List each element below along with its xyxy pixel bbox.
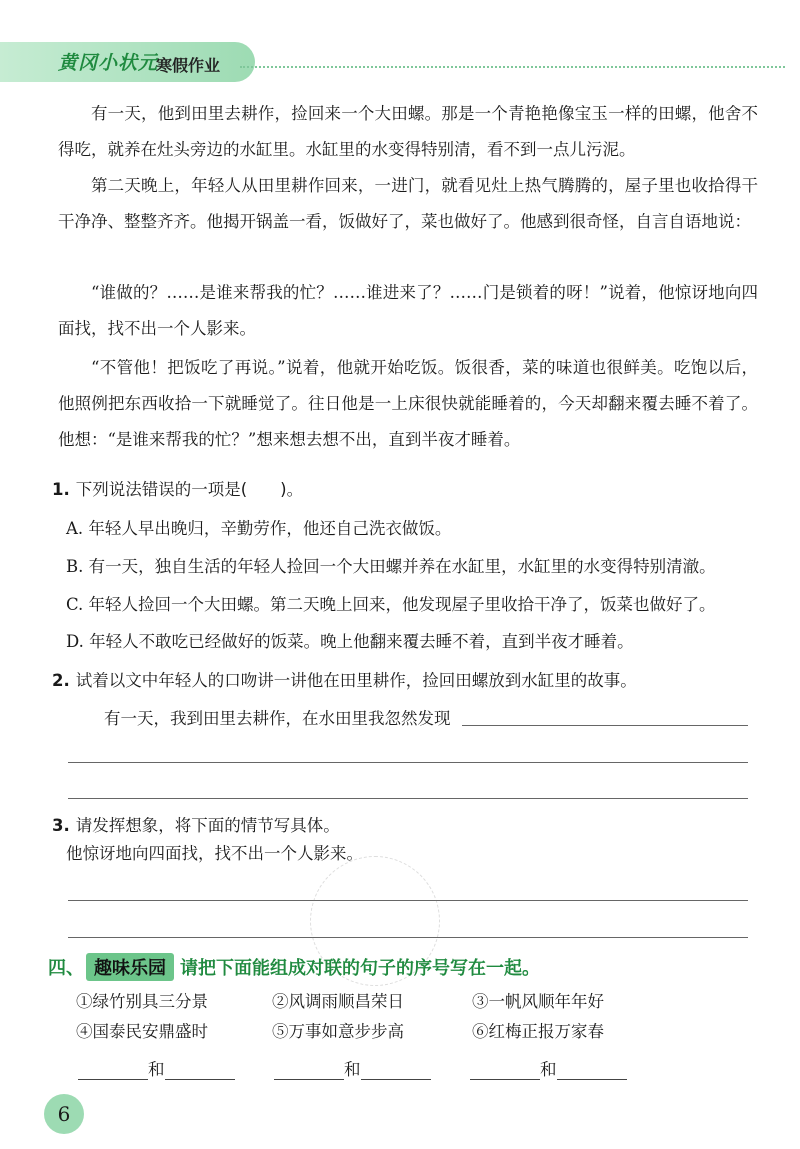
- answer-pair-2: [274, 1056, 431, 1080]
- section-4-heading: [48, 953, 540, 981]
- answer-line[interactable]: [68, 762, 748, 763]
- pair-connector: 和: [540, 1060, 557, 1079]
- couplet-item-1: ①绿竹别具三分景: [76, 992, 208, 1011]
- question-3-prompt: 他惊讶地向四面找，找不出一个人影来。: [66, 844, 363, 863]
- answer-blank[interactable]: [165, 1063, 235, 1080]
- story-paragraph-2: 第二天晚上，年轻人从田里耕作回来，一进门，就看见灶上热气腾腾的，屋子里也收拾得干干净净、整整齐齐。他揭开锅盖一看，饭做好了，菜也做好了。他感到很奇怪，自言自语地说：: [58, 176, 758, 231]
- answer-blank[interactable]: [470, 1063, 540, 1080]
- question-1-text: 下列说法错误的一项是( )。: [75, 480, 304, 499]
- question-2-text: 试着以文中年轻人的口吻讲一讲他在田里耕作，捡回田螺放到水缸里的故事。: [75, 671, 637, 690]
- story-paragraph-4: “不管他！把饭吃了再说。”说着，他就开始吃饭。饭很香，菜的味道也很鲜美。吃饱以后，他照例把东西收拾一下就睡觉了。往日他是一上床很快就能睡着的，今天却翻来覆去睡不着了。他想：“是谁来帮我的忙？”想来想去想不出，直到半夜才睡着。: [58, 358, 758, 449]
- section-4-instruction: 请把下面能组成对联的句子的序号写在一起。: [180, 958, 540, 979]
- page-number: 6: [44, 1094, 84, 1134]
- story-paragraph-3: “谁做的？……是谁来帮我的忙？……谁进来了？……门是锁着的呀！”说着，他惊讶地向四面找，找不出一个人影来。: [58, 283, 758, 338]
- pair-connector: 和: [148, 1060, 165, 1079]
- question-1-number: 1.: [52, 480, 70, 499]
- couplet-item-6: ⑥红梅正报万家春: [472, 1022, 604, 1041]
- section-4-badge: 趣味乐园: [86, 953, 174, 981]
- question-2-prompt: 有一天，我到田里去耕作，在水田里我忽然发现: [104, 709, 451, 728]
- question-3-number: 3.: [52, 816, 70, 835]
- couplet-item-3: ③一帆风顺年年好: [472, 992, 604, 1011]
- pair-connector: 和: [344, 1060, 361, 1079]
- answer-pair-3: [470, 1056, 627, 1080]
- answer-blank[interactable]: [557, 1063, 627, 1080]
- couplet-item-5: ⑤万事如意步步高: [272, 1022, 404, 1041]
- story-paragraph-1: 有一天，他到田里去耕作，捡回来一个大田螺。那是一个青艳艳像宝玉一样的田螺，他舍不得吃，就养在灶头旁边的水缸里。水缸里的水变得特别清，看不到一点儿污泥。: [58, 104, 758, 159]
- option-d[interactable]: D. 年轻人不敢吃已经做好的饭菜。晚上他翻来覆去睡不着，直到半夜才睡着。: [66, 632, 634, 651]
- header-bar: [0, 42, 800, 82]
- option-a[interactable]: A. 年轻人早出晚归，辛勤劳作，他还自己洗衣做饭。: [66, 519, 452, 538]
- section-4-number: 四、: [48, 958, 84, 979]
- option-c[interactable]: C. 年轻人捡回一个大田螺。第二天晚上回来，他发现屋子里收拾干净了，饭菜也做好了。: [66, 595, 716, 614]
- answer-blank[interactable]: [361, 1063, 431, 1080]
- option-b[interactable]: B. 有一天，独自生活的年轻人捡回一个大田螺并养在水缸里，水缸里的水变得特别清澈。: [66, 557, 716, 576]
- header-divider: [240, 66, 785, 68]
- question-2-number: 2.: [52, 671, 70, 690]
- question-3-text: 请发挥想象，将下面的情节写具体。: [75, 816, 340, 835]
- book-subtitle: 寒假作业: [156, 56, 221, 75]
- question-3: [52, 814, 340, 838]
- answer-line[interactable]: [68, 798, 748, 799]
- answer-pair-1: [78, 1056, 235, 1080]
- brand-logo: 黄冈小状元: [58, 52, 159, 74]
- answer-line[interactable]: [462, 725, 748, 726]
- couplet-item-4: ④国泰民安鼎盛时: [76, 1022, 208, 1041]
- question-2: [52, 669, 637, 693]
- couplet-item-2: ②风调雨顺昌荣日: [272, 992, 404, 1011]
- question-1: [52, 478, 303, 502]
- answer-blank[interactable]: [78, 1063, 148, 1080]
- answer-blank[interactable]: [274, 1063, 344, 1080]
